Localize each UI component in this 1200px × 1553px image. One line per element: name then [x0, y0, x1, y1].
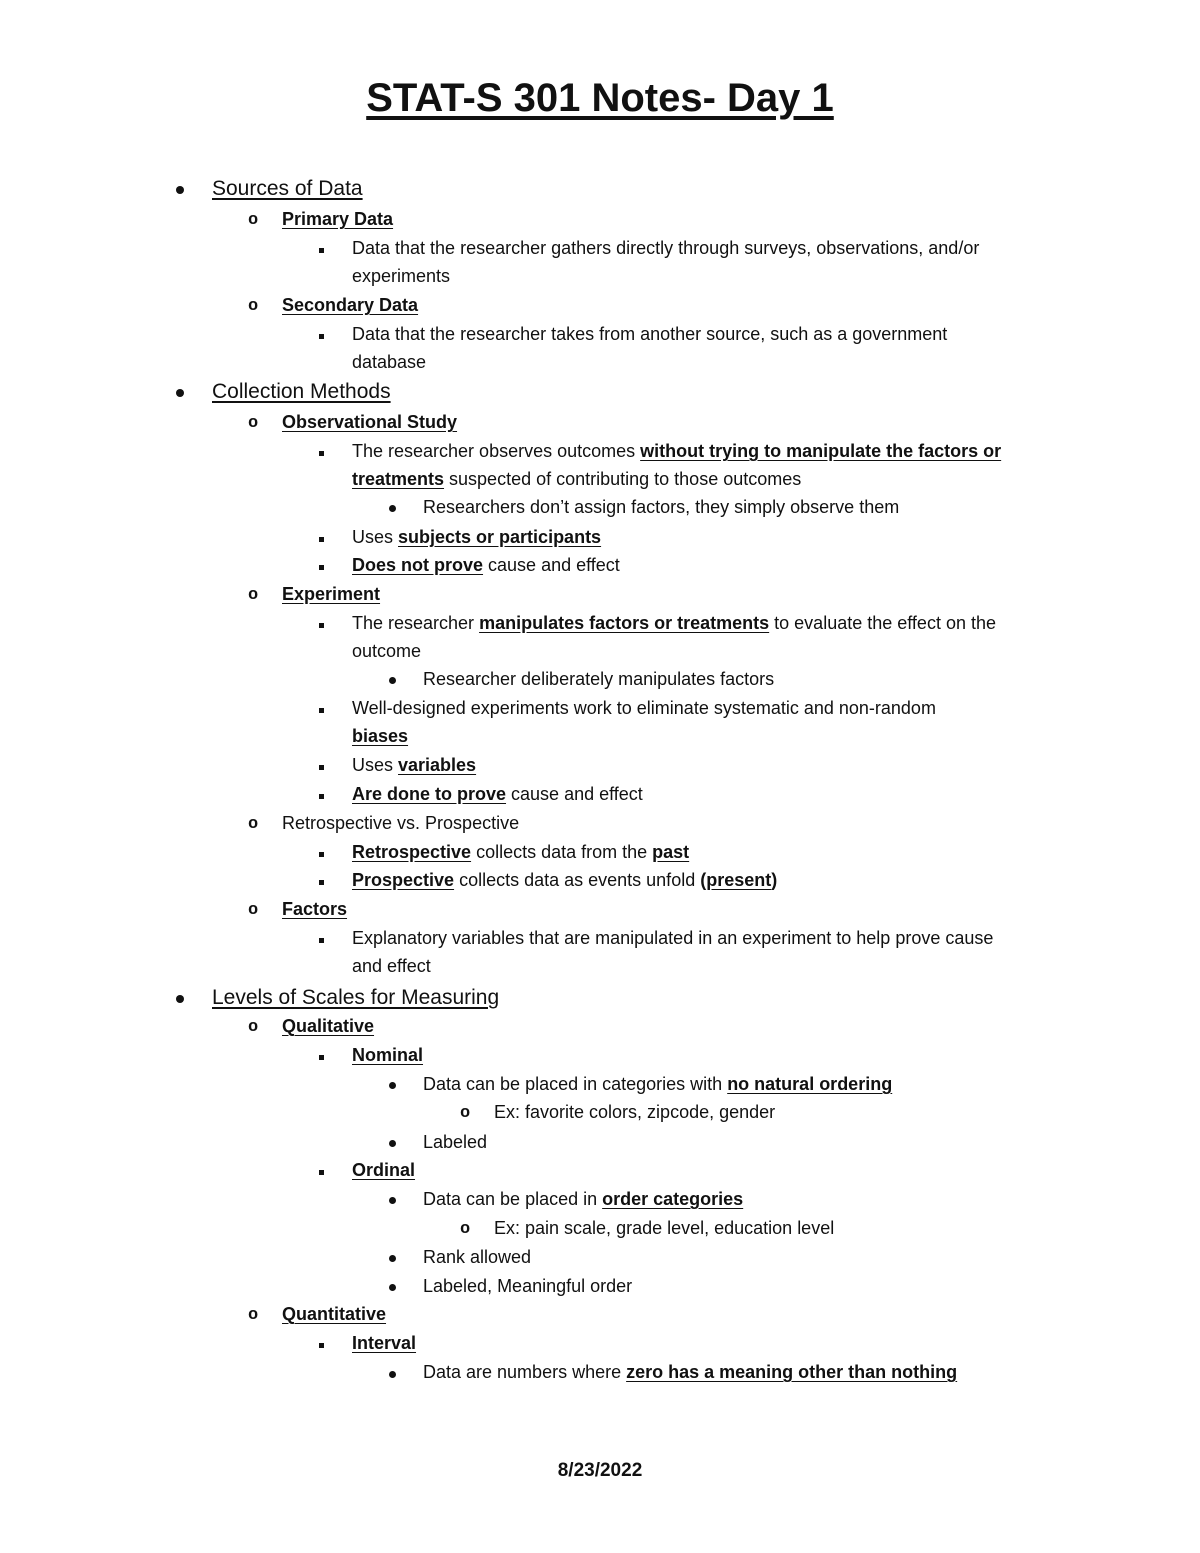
bullet-ring-icon: o	[248, 1018, 259, 1037]
bullet-square-icon	[319, 248, 324, 253]
heading-sources-of-data: Sources of Data	[212, 177, 363, 200]
bullet-ring-icon: o	[248, 414, 259, 433]
observational-sub-point: Researchers don’t assign factors, they simply observe them	[423, 497, 900, 517]
ordinal-point-1: Data can be placed in order categories	[423, 1189, 744, 1209]
bullet-square-icon	[319, 334, 324, 339]
nominal-label: Nominal	[352, 1045, 424, 1065]
bullet-square-icon	[319, 880, 324, 885]
qualitative-label: Qualitative	[282, 1016, 375, 1036]
bullet-square-icon	[319, 623, 324, 628]
observational-point-1-cont: treatments suspected of contributing to those outcomes	[352, 469, 802, 489]
observational-point-2: Uses subjects or participants	[352, 527, 602, 547]
bullet-square-icon	[319, 1055, 324, 1060]
observational-point-3: Does not prove cause and effect	[352, 555, 620, 575]
factors-desc-2: and effect	[352, 956, 431, 976]
quantitative-label: Quantitative	[282, 1304, 387, 1324]
bullet-dot-icon	[176, 389, 184, 397]
bullet-dot-icon	[389, 1284, 396, 1291]
bullet-square-icon	[319, 565, 324, 570]
heading-collection-methods: Collection Methods	[212, 380, 391, 403]
primary-data-label: Primary Data	[282, 209, 394, 229]
bullet-dot-icon	[389, 1197, 396, 1204]
bullet-ring-icon: o	[248, 901, 259, 920]
experiment-label: Experiment	[282, 584, 381, 604]
observational-point-1: The researcher observes outcomes without trying to manipulate the factors or	[352, 441, 1002, 461]
experiment-point-2: Well-designed experiments work to eliminate systematic and non-random	[352, 698, 936, 718]
prospective-point: Prospective collects data as events unfold (present)	[352, 870, 778, 890]
bullet-dot-icon	[389, 1371, 396, 1378]
bullet-square-icon	[319, 938, 324, 943]
bullet-square-icon	[319, 537, 324, 542]
bullet-ring-icon: o	[460, 1220, 471, 1239]
factors-label: Factors	[282, 899, 348, 919]
bullet-dot-icon	[389, 677, 396, 684]
experiment-sub-point: Researcher deliberately manipulates factors	[423, 669, 775, 689]
bullet-dot-icon	[176, 995, 184, 1003]
interval-point-1: Data are numbers where zero has a meaning other than nothing	[423, 1362, 958, 1382]
footer-date: 8/23/2022	[557, 1460, 643, 1481]
nominal-point-1: Data can be placed in categories with no natural ordering	[423, 1074, 893, 1094]
bullet-square-icon	[319, 1170, 324, 1175]
experiment-point-1-cont: outcome	[352, 641, 422, 661]
interval-label: Interval	[352, 1333, 417, 1353]
ordinal-point-3: Labeled, Meaningful order	[423, 1276, 633, 1296]
bullet-ring-icon: o	[248, 211, 259, 230]
nominal-point-2: Labeled	[423, 1132, 488, 1152]
bullet-dot-icon	[389, 1140, 396, 1147]
page-title: STAT-S 301 Notes- Day 1	[366, 76, 834, 120]
ordinal-label: Ordinal	[352, 1160, 416, 1180]
bullet-ring-icon: o	[248, 1306, 259, 1325]
bullet-ring-icon: o	[460, 1104, 471, 1123]
bullet-dot-icon	[389, 505, 396, 512]
bullet-dot-icon	[389, 1082, 396, 1089]
bullet-dot-icon	[176, 186, 184, 194]
secondary-data-desc-1: Data that the researcher takes from another source, such as a government	[352, 324, 948, 344]
experiment-point-4: Are done to prove cause and effect	[352, 784, 643, 804]
ordinal-point-2: Rank allowed	[423, 1247, 532, 1267]
experiment-point-3: Uses variables	[352, 755, 477, 775]
secondary-data-desc-2: database	[352, 352, 427, 372]
bullet-square-icon	[319, 708, 324, 713]
secondary-data-label: Secondary Data	[282, 295, 419, 315]
factors-desc-1: Explanatory variables that are manipulated in an experiment to help prove cause	[352, 928, 994, 948]
bullet-square-icon	[319, 765, 324, 770]
experiment-point-2-cont: biases	[352, 726, 409, 746]
heading-levels-of-scales: Levels of Scales for Measuring	[212, 986, 500, 1009]
retro-vs-prospective-label: Retrospective vs. Prospective	[282, 813, 520, 833]
bullet-square-icon	[319, 451, 324, 456]
bullet-ring-icon: o	[248, 586, 259, 605]
ordinal-example: Ex: pain scale, grade level, education level	[494, 1218, 835, 1238]
bullet-square-icon	[319, 1343, 324, 1348]
primary-data-desc-1: Data that the researcher gathers directly through surveys, observations, and/or	[352, 238, 980, 258]
nominal-example: Ex: favorite colors, zipcode, gender	[494, 1102, 776, 1122]
retrospective-point: Retrospective collects data from the past	[352, 842, 690, 862]
bullet-ring-icon: o	[248, 297, 259, 316]
bullet-square-icon	[319, 852, 324, 857]
observational-study-label: Observational Study	[282, 412, 458, 432]
bullet-dot-icon	[389, 1255, 396, 1262]
bullet-ring-icon: o	[248, 815, 259, 834]
primary-data-desc-2: experiments	[352, 266, 451, 286]
bullet-square-icon	[319, 794, 324, 799]
experiment-point-1: The researcher manipulates factors or treatments to evaluate the effect on the	[352, 613, 996, 633]
